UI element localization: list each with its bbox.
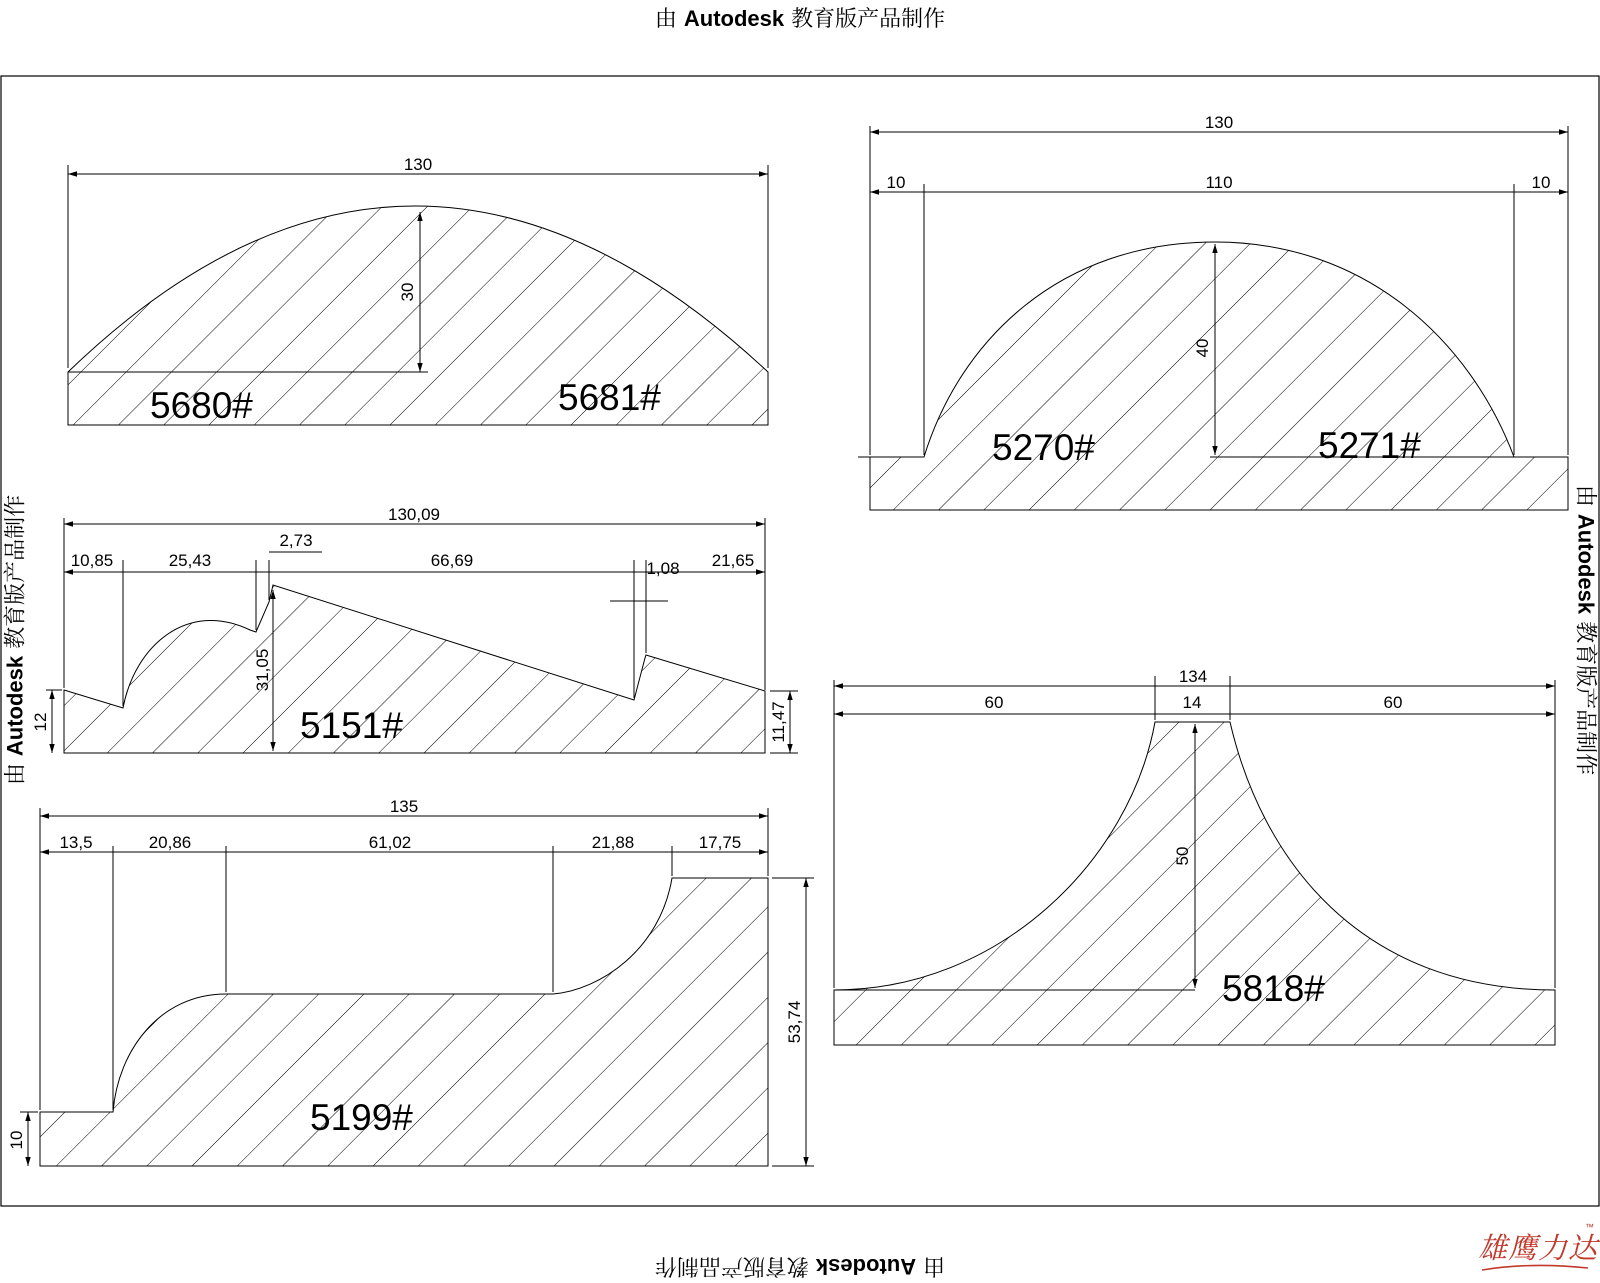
profile-5818 [834, 676, 1555, 1045]
logo-trademark: ™ [1585, 1222, 1594, 1232]
dim-label-5270-middle: 110 [1205, 173, 1232, 192]
logo-text: 雄鹰力达 [1478, 1226, 1598, 1267]
dim-label-5151-h-right: 11,47 [769, 701, 788, 742]
watermark-right: 由 Autodesk 教育版产品制作 [1572, 485, 1600, 775]
watermark-bottom: 由 Autodesk 教育版产品制作 [0, 1252, 1600, 1283]
dim-label-5151-h-left: 12 [31, 713, 50, 732]
dim-label-5199-h-left: 10 [7, 1131, 26, 1150]
dim-label-5199-d2: 20,86 [149, 833, 192, 852]
dim-label-5199-d5: 17,75 [699, 833, 742, 852]
dim-label-5199-d1: 13,5 [59, 833, 92, 852]
dim-label-5151-d5: 1,08 [646, 559, 679, 578]
profile-5199 [20, 808, 814, 1166]
dim-label-5818-mid: 14 [1183, 693, 1202, 712]
dim-label-5199-d4: 21,88 [592, 833, 635, 852]
dim-label-5270-height: 40 [1193, 339, 1212, 358]
profile-5151 [46, 518, 798, 753]
watermark-top: 由 Autodesk 教育版产品制作 [0, 2, 1600, 33]
dim-label-5818-height: 50 [1173, 847, 1192, 866]
part-number-5271: 5271# [1318, 425, 1421, 466]
part-number-5818: 5818# [1222, 968, 1325, 1009]
dim-label-5151-h-mid: 31,05 [253, 649, 272, 692]
company-logo [1478, 1222, 1594, 1276]
dim-label-5680-width: 130 [404, 155, 432, 174]
dim-label-5151-d2: 25,43 [169, 551, 212, 570]
profile-5151-outline [64, 585, 765, 753]
dim-label-5818-width: 134 [1179, 667, 1207, 686]
dim-label-5199-width: 135 [390, 797, 418, 816]
dim-label-5270-width: 130 [1205, 113, 1233, 132]
part-number-5680: 5680# [150, 385, 253, 426]
dim-label-5818-left: 60 [985, 693, 1004, 712]
dim-label-5151-d1: 10,85 [71, 551, 114, 570]
part-number-5199: 5199# [310, 1097, 413, 1138]
dim-label-5199-d3: 61,02 [369, 833, 412, 852]
watermark-left: 由 Autodesk 教育版产品制作 [0, 495, 30, 785]
dim-label-5151-width: 130,09 [388, 505, 440, 524]
dim-label-5680-height: 30 [398, 283, 417, 302]
dim-label-5151-d6: 21,65 [712, 551, 755, 570]
dim-label-5151-d3: 2,73 [279, 531, 312, 550]
dim-label-5199-h-right: 53,74 [785, 1001, 804, 1044]
dim-label-5270-left: 10 [887, 173, 906, 192]
dim-label-5151-d4: 66,69 [431, 551, 474, 570]
part-number-5681: 5681# [558, 377, 661, 418]
profile-5270-outline [870, 242, 1568, 510]
part-number-5151: 5151# [300, 705, 403, 746]
part-number-5270: 5270# [992, 427, 1095, 468]
dim-label-5270-right: 10 [1532, 173, 1551, 192]
dim-label-5818-right: 60 [1384, 693, 1403, 712]
logo-swoosh [1480, 1260, 1590, 1274]
